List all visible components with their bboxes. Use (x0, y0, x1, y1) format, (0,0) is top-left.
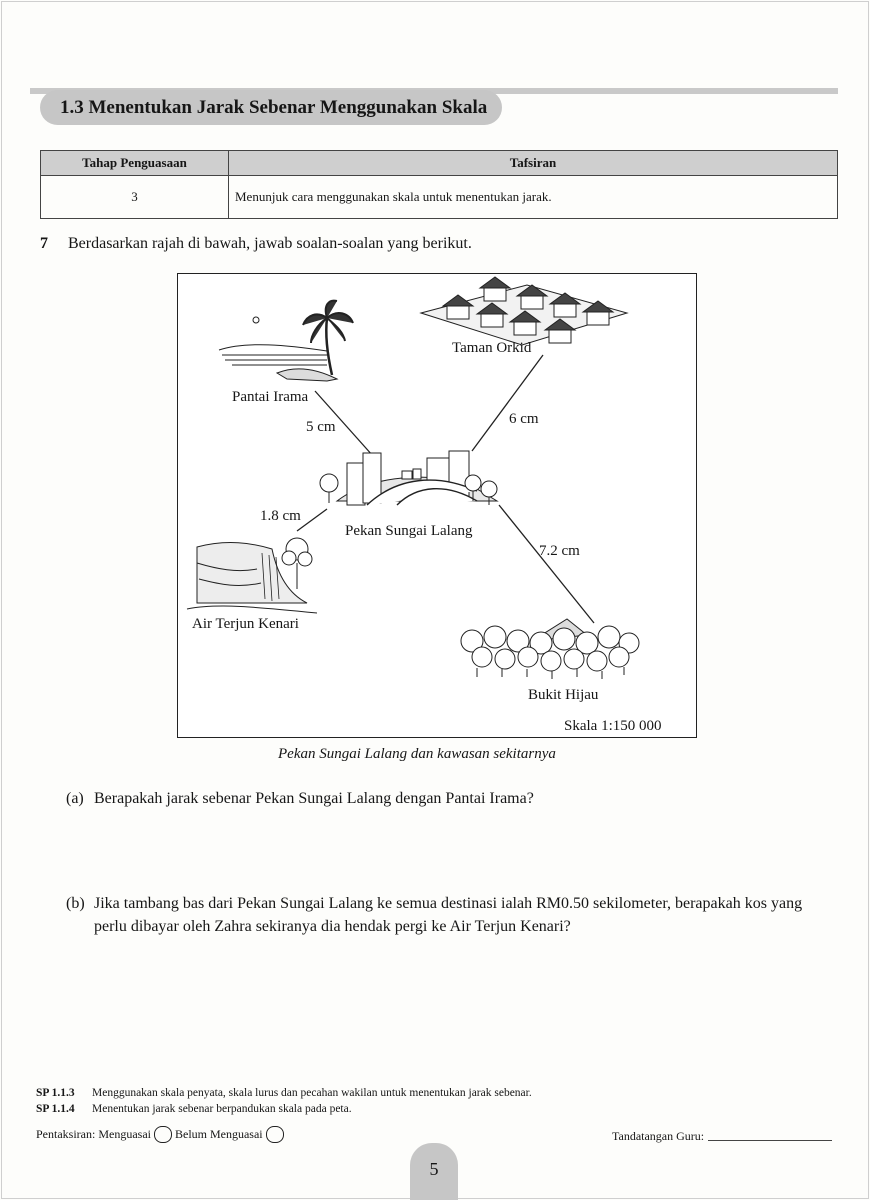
distance-bukit-hijau: 7.2 cm (539, 543, 580, 559)
assessment-label: Pentaksiran: Menguasai (36, 1127, 151, 1141)
label-air-terjun-kenari: Air Terjun Kenari (192, 616, 299, 632)
line-to-taman-orkid (472, 355, 543, 451)
houses-icon (421, 277, 627, 345)
sub-question-label: (a) (66, 790, 84, 807)
line-to-air-terjun (297, 509, 327, 531)
distance-pantai-irama: 5 cm (306, 419, 336, 435)
sub-question-text: Jika tambang bas dari Pekan Sungai Lalang ke semua destinasi ialah RM0.50 sekilometer, berapakah kos yang perlu dibayar oleh Zahra sekiranya dia hendak pergi ke Air Terjun Kenari? (94, 895, 803, 935)
line-to-bukit-hijau (499, 505, 594, 623)
standard-text: Menentukan jarak sebenar berpandukan skala pada peta. (92, 1103, 352, 1115)
town-icon (320, 451, 497, 505)
teacher-signature-label: Tandatangan Guru: (612, 1129, 705, 1143)
level-cell: 3 (41, 176, 229, 219)
mastery-table (40, 150, 838, 219)
waterfall-icon (187, 538, 317, 613)
question-text: Berdasarkan rajah di bawah, jawab soalan-soalan yang berikut. (68, 235, 472, 252)
label-taman-orkid: Taman Orkid (452, 340, 532, 356)
table-header-interpretation: Tafsiran (229, 151, 838, 176)
signature-line (708, 1140, 832, 1141)
label-bukit-hijau: Bukit Hijau (528, 687, 599, 703)
label-pantai-irama: Pantai Irama (232, 389, 309, 405)
standard-text: Menggunakan skala penyata, skala lurus dan pecahan wakilan untuk menentukan jarak sebenar. (92, 1087, 532, 1099)
distance-air-terjun: 1.8 cm (260, 508, 301, 524)
not-mastered-checkbox[interactable] (266, 1126, 284, 1143)
sub-question-a (66, 787, 826, 810)
learning-standards (36, 1085, 532, 1117)
section-title: 1.3 Menentukan Jarak Sebenar Menggunakan Skala (40, 90, 502, 125)
map-illustration (177, 273, 697, 738)
label-pekan-sungai-lalang: Pekan Sungai Lalang (345, 523, 473, 539)
beach-icon (219, 301, 353, 381)
table-row (41, 176, 838, 219)
sub-question-label: (b) (66, 895, 85, 912)
distance-taman-orkid: 6 cm (509, 411, 539, 427)
map-scale: Skala 1:150 000 (564, 718, 662, 734)
page-number: 5 (410, 1143, 458, 1200)
not-mastered-label: Belum Menguasai (174, 1127, 263, 1141)
interpretation-cell: Menunjuk cara menggunakan skala untuk menentukan jarak. (229, 176, 838, 219)
question-number: 7 (40, 235, 48, 252)
standard-code: SP 1.1.3 (36, 1087, 75, 1099)
standard-code: SP 1.1.4 (36, 1103, 75, 1115)
map-caption: Pekan Sungai Lalang dan kawasan sekitarnya (278, 746, 556, 762)
assessment-row (36, 1126, 284, 1143)
sub-question-b (66, 892, 826, 938)
forest-icon (461, 619, 639, 679)
sub-question-text: Berapakah jarak sebenar Pekan Sungai Lalang dengan Pantai Irama? (94, 790, 534, 807)
table-header-level: Tahap Penguasaan (41, 151, 229, 176)
mastered-checkbox[interactable] (154, 1126, 172, 1143)
